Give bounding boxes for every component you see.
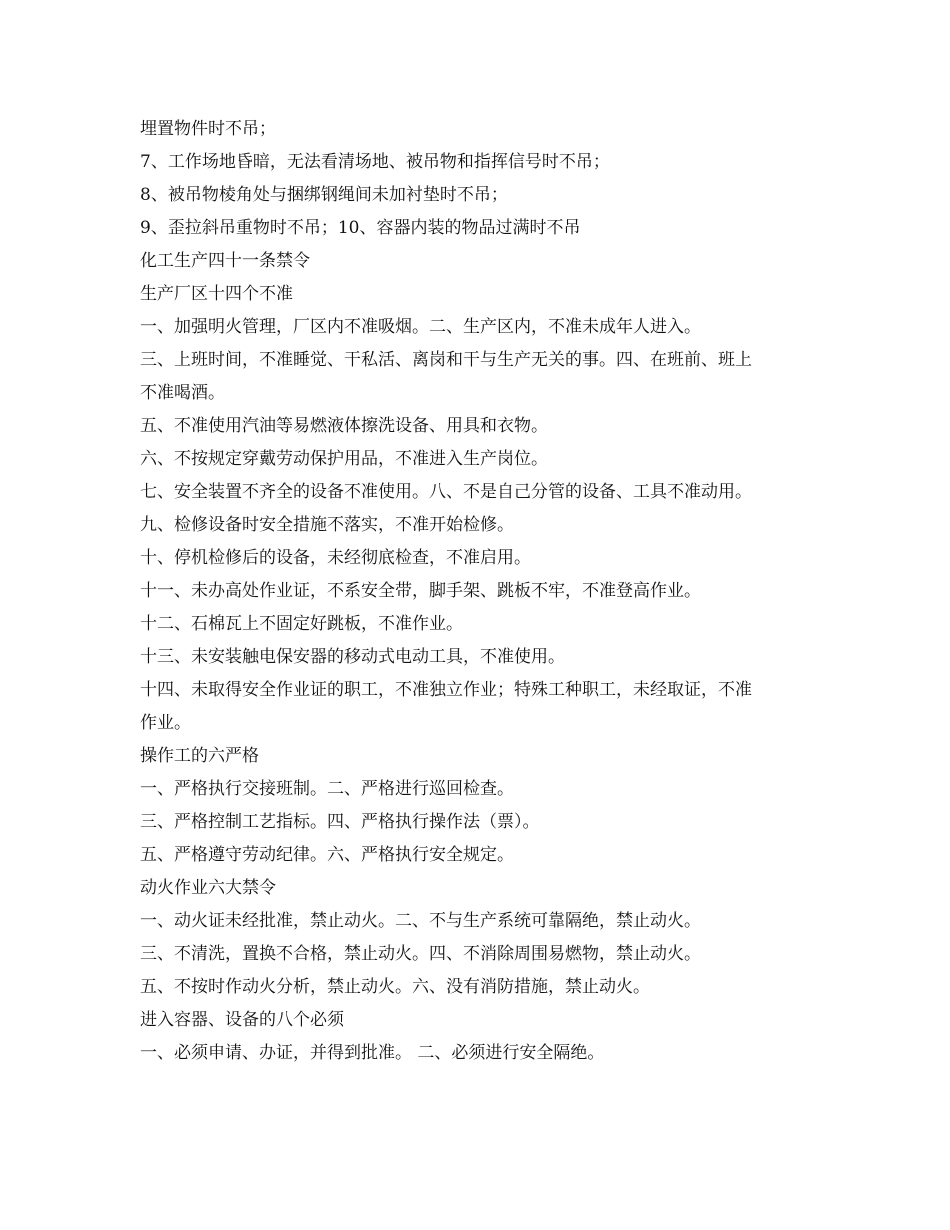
section-heading: 生产厂区十四个不准	[140, 284, 293, 304]
section-heading: 动火作业六大禁令	[140, 878, 276, 898]
text-line: 一、必须申请、办证，并得到批准。 二、必须进行安全隔绝。	[140, 1043, 605, 1063]
text-line: 埋置物件时不吊；	[140, 119, 276, 139]
text-line: 五、不准使用汽油等易燃液体擦洗设备、用具和衣物。	[140, 416, 548, 436]
text-line: 七、安全装置不齐全的设备不准使用。八、不是自己分管的设备、工具不准动用。	[140, 482, 752, 502]
section-heading: 化工生产四十一条禁令	[140, 251, 310, 271]
document-body	[140, 113, 815, 1070]
text-line: 三、上班时间，不准睡觉、干私活、离岗和干与生产无关的事。四、在班前、班上	[140, 350, 752, 370]
text-line: 十、停机检修后的设备，未经彻底检查，不准启用。	[140, 548, 531, 568]
text-line: 十三、未安装触电保安器的移动式电动工具，不准使用。	[140, 647, 565, 667]
text-line: 六、不按规定穿戴劳动保护用品，不准进入生产岗位。	[140, 449, 548, 469]
text-line: 十四、未取得安全作业证的职工，不准独立作业；特殊工种职工，未经取证，不准	[140, 680, 752, 700]
text-line: 不准喝酒。	[140, 383, 225, 403]
section-heading: 进入容器、设备的八个必须	[140, 1010, 344, 1030]
text-line: 九、检修设备时安全措施不落实，不准开始检修。	[140, 515, 514, 535]
text-line: 一、动火证未经批准，禁止动火。二、不与生产系统可靠隔绝，禁止动火。	[140, 911, 701, 931]
text-line: 五、严格遵守劳动纪律。六、严格执行安全规定。	[140, 845, 514, 865]
text-line: 十二、石棉瓦上不固定好跳板，不准作业。	[140, 614, 463, 634]
text-line: 三、严格控制工艺指标。四、严格执行操作法（票）。	[140, 812, 540, 832]
text-line: 9、歪拉斜吊重物时不吊；10、容器内装的物品过满时不吊	[140, 218, 581, 238]
text-line: 7、工作场地昏暗，无法看清场地、被吊物和指挥信号时不吊；	[140, 152, 610, 172]
text-line: 一、严格执行交接班制。二、严格进行巡回检查。	[140, 779, 514, 799]
text-line: 8、被吊物棱角处与捆绑钢绳间未加衬垫时不吊；	[140, 185, 508, 205]
section-heading: 操作工的六严格	[140, 746, 259, 766]
text-line: 五、不按时作动火分析，禁止动火。六、没有消防措施，禁止动火。	[140, 977, 650, 997]
text-line: 一、加强明火管理，厂区内不准吸烟。二、生产区内，不准未成年人进入。	[140, 317, 701, 337]
text-line: 十一、未办高处作业证，不系安全带，脚手架、跳板不牢，不准登高作业。	[140, 581, 701, 601]
text-line: 三、不清洗，置换不合格，禁止动火。四、不消除周围易燃物，禁止动火。	[140, 944, 701, 964]
text-line: 作业。	[140, 713, 191, 733]
